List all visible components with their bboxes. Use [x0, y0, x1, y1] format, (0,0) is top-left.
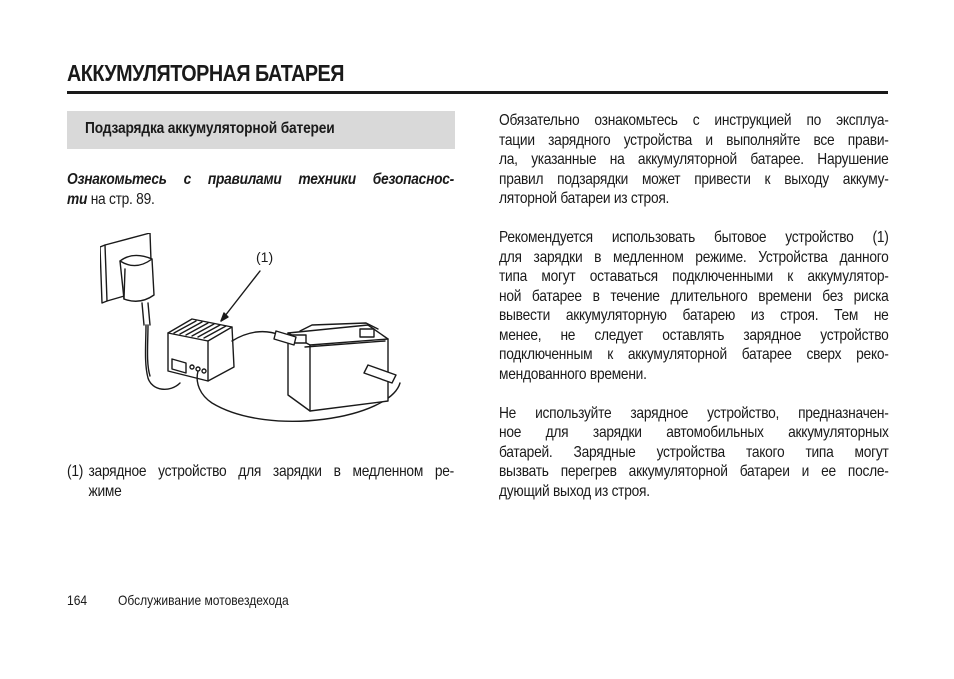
- charger-unit-icon: [168, 319, 234, 381]
- text-line: ной батарее в течение длительного времени без риска: [499, 287, 889, 305]
- paragraph-warning: [499, 404, 889, 502]
- text-line: дующий выход из строя.: [499, 482, 650, 500]
- safety-note: [67, 170, 454, 209]
- text-line: ляторной батареи из строя.: [499, 190, 670, 207]
- page-title: АККУМУЛЯТОРНАЯ БАТАРЕЯ: [67, 60, 344, 86]
- text-line: Рекомендуется использовать бытовое устройство (1): [499, 229, 889, 246]
- text-line: батарей. Зарядные устройства такого типа могут: [499, 443, 889, 461]
- text-line: тации зарядного устройства и выполняйте все прави-: [499, 131, 889, 149]
- page-number: 164: [67, 592, 88, 608]
- caption-number: (1): [67, 463, 84, 480]
- text-line: ное для зарядки автомобильных аккумуляторных: [499, 424, 889, 441]
- paragraph-instructions: [499, 111, 889, 209]
- footer-section-title: Обслуживание мотовездехода: [118, 592, 289, 608]
- right-column: [499, 111, 889, 521]
- text-line: вызвать перегрев аккумуляторной батареи и ее после-: [499, 463, 889, 480]
- text-line: Обязательно ознакомьтесь с инструкцией по эксплуа-: [499, 112, 889, 129]
- text-line: ла, указанные на аккумуляторной батарее. Нарушение: [499, 151, 889, 168]
- paragraph-recommendation: [499, 228, 889, 384]
- text-line: менее, не следует оставлять зарядное устройство: [499, 326, 889, 344]
- figure-caption: [67, 462, 454, 501]
- text-line: правил подзарядки может привести к выходу аккуму-: [499, 170, 889, 188]
- safety-note-bold-line2: ти: [67, 190, 88, 208]
- text-line: мендованного времени.: [499, 365, 647, 383]
- caption-line1: зарядное устройство для зарядки в медленном ре-: [88, 463, 454, 480]
- safety-note-bold-line1: Ознакомьтесь с правилами техники безопаснос-: [67, 171, 454, 188]
- section-heading: Подзарядка аккумуляторной батереи: [85, 120, 335, 137]
- section-heading-box: [67, 111, 455, 149]
- safety-note-page-ref: на стр. 89.: [87, 190, 155, 208]
- title-rule: [67, 91, 888, 94]
- text-line: Не используйте зарядное устройство, предназначен-: [499, 404, 889, 422]
- text-line: типа могут оставаться подключенными к аккумулятор-: [499, 268, 889, 285]
- figure-callout: (1): [256, 249, 274, 265]
- caption-line2: жиме: [88, 482, 122, 500]
- text-line: подключенным к аккумуляторной батарее сверх реко-: [499, 346, 889, 363]
- charger-illustration: [100, 233, 435, 443]
- text-line: для зарядки в медленном режиме. Устройства данного: [499, 248, 889, 266]
- text-line: вывести аккумуляторную батарею из строя. Тем не: [499, 307, 889, 324]
